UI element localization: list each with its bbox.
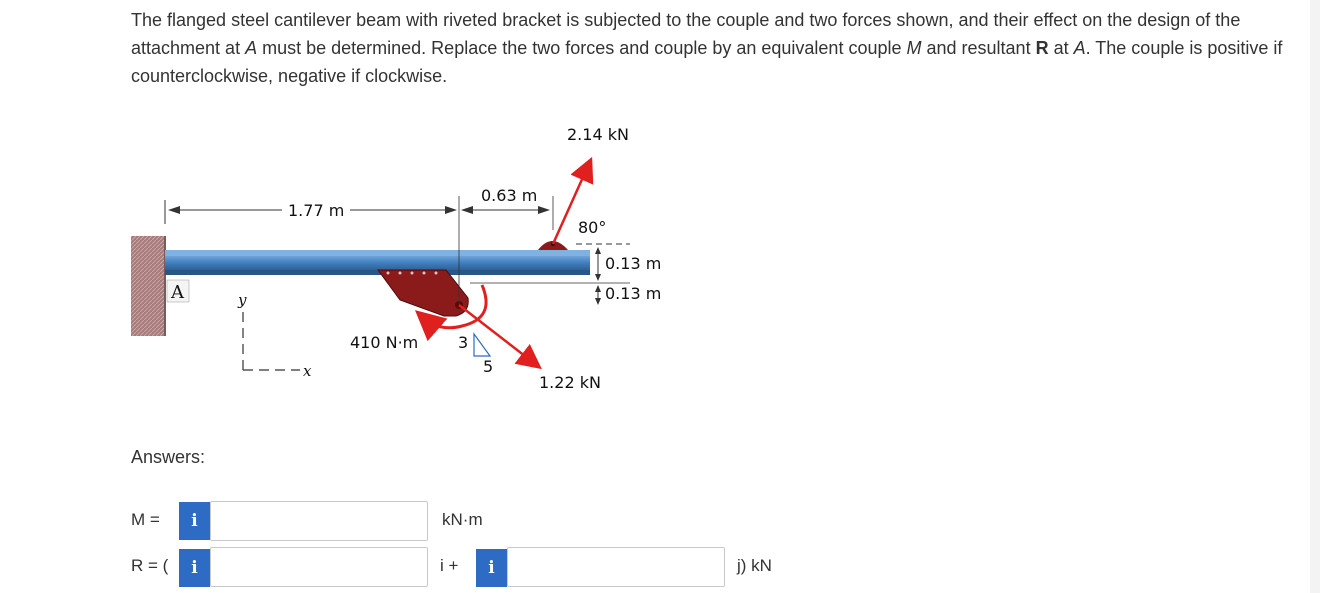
beam — [165, 256, 590, 270]
j-unit: j) kN — [737, 556, 772, 575]
answers-heading: Answers: — [131, 447, 206, 467]
offset-label-1: 0.13 m — [605, 254, 662, 273]
couple-label: 410 N·m — [350, 333, 419, 352]
slope-rise: 3 — [458, 333, 469, 352]
riveted-bracket — [378, 270, 468, 316]
problem-statement: The flanged steel cantilever beam with riveted bracket is subjected to the couple and two forces shown, and their effect on the design of the attachment at A must be determined. Replace the two forces and couple by an equivalent couple M and resultant R at A. The couple is positive if counterclockwise, negative if clockwise. — [131, 10, 1283, 86]
beam-bottom-flange — [165, 270, 590, 275]
info-icon: i — [488, 558, 495, 578]
force-label-2-14: 2.14 kN — [567, 125, 629, 144]
force-label-1-22: 1.22 kN — [539, 373, 601, 392]
dim-label-1-77: 1.77 m — [288, 201, 345, 220]
slope-run: 5 — [483, 357, 494, 376]
dim-arrow-left-2 — [461, 206, 473, 214]
x-axis-label: x — [303, 362, 312, 380]
i-unit: i + — [440, 556, 459, 575]
dim-arrow-right-2 — [538, 206, 550, 214]
info-button-rx[interactable] — [179, 549, 210, 587]
point-a-label: A — [171, 282, 184, 303]
rx-input[interactable] — [210, 547, 428, 587]
slope-triangle — [474, 334, 490, 356]
y-axis — [243, 312, 300, 370]
y-axis-label: y — [238, 291, 247, 309]
offset-label-2: 0.13 m — [605, 284, 662, 303]
m-input[interactable] — [210, 501, 428, 541]
wall — [131, 236, 165, 336]
m-unit: kN·m — [442, 510, 483, 529]
info-button-m[interactable] — [179, 502, 210, 540]
info-icon: i — [191, 511, 198, 531]
ry-input[interactable] — [507, 547, 725, 587]
dim-arrow-left — [168, 206, 180, 214]
angle-label: 80° — [578, 218, 607, 237]
m-label: M = — [131, 510, 160, 529]
r-label: R = ( — [131, 556, 169, 575]
info-button-ry[interactable] — [476, 549, 507, 587]
info-icon: i — [191, 558, 198, 578]
beam-top-flange — [165, 250, 590, 256]
force-arrow-1-22 — [459, 305, 534, 363]
page-side-gutter — [1310, 0, 1320, 593]
dim-label-0-63: 0.63 m — [481, 186, 538, 205]
dim-arrow-right-1 — [445, 206, 457, 214]
